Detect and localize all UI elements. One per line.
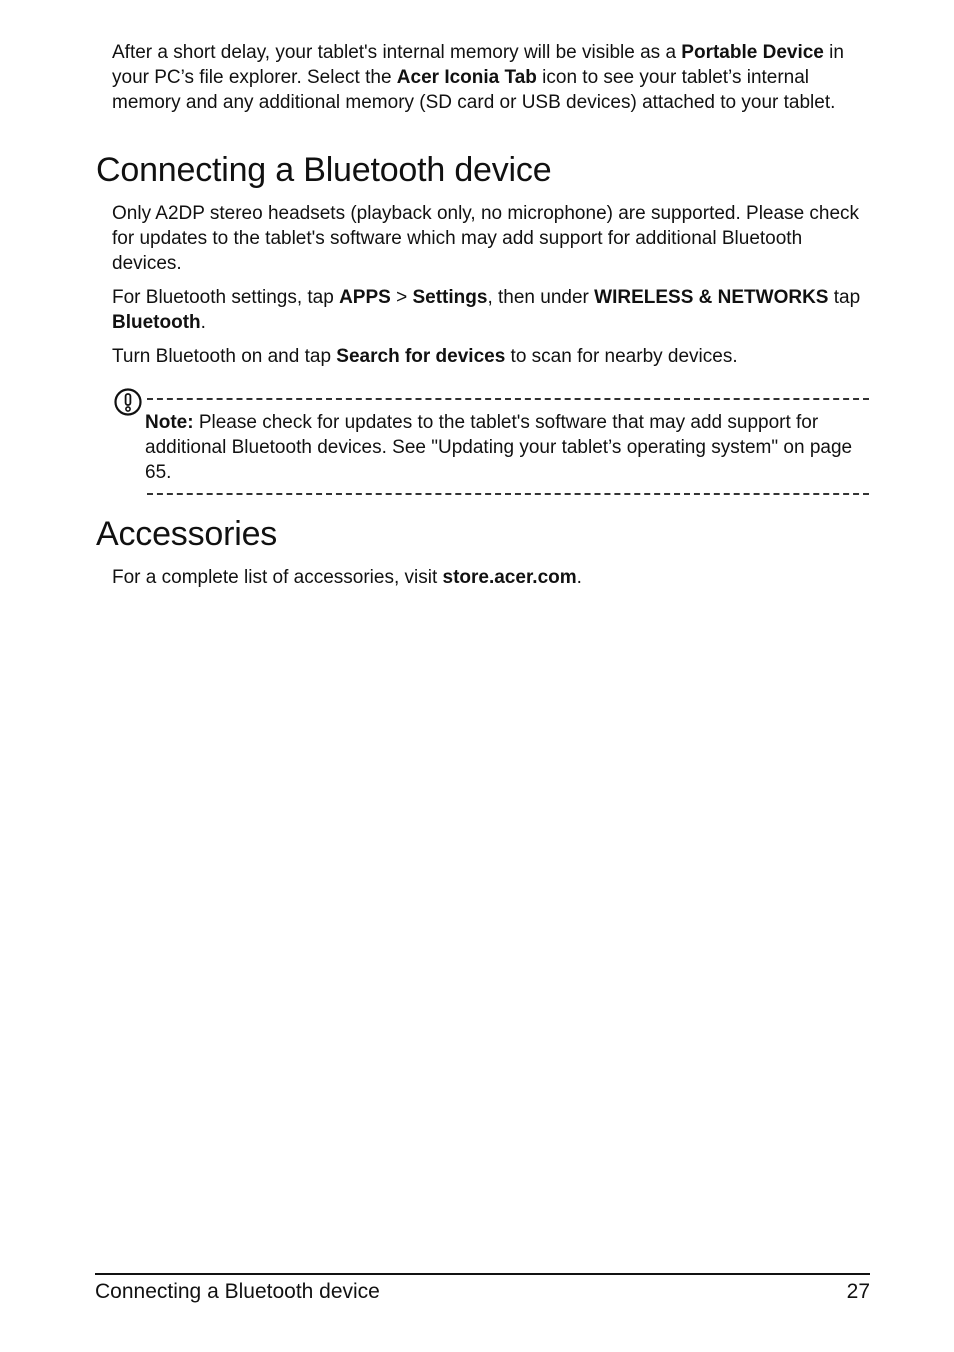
- page-number: 27: [846, 1280, 870, 1303]
- acer-iconia-tab-term: Acer Iconia Tab: [396, 67, 537, 88]
- section-heading-bluetooth: Connecting a Bluetooth device: [96, 151, 552, 189]
- note-label: Note:: [145, 412, 194, 433]
- accessories-paragraph: For a complete list of accessories, visit store.acer.com.: [112, 567, 582, 588]
- footer-section-title: Connecting a Bluetooth device: [95, 1280, 380, 1303]
- section-heading-accessories: Accessories: [96, 515, 278, 553]
- store-link-text: store.acer.com: [442, 567, 577, 588]
- note-text: Note: Please check for updates to the tablet's software that may add support for additional Bluetooth devices. See "Updating your tablet’s operating system" on page 65.: [145, 412, 853, 483]
- note-top-divider: [147, 398, 869, 400]
- bluetooth-paragraph-search: Turn Bluetooth on and tap Search for devices to scan for nearby devices.: [112, 346, 738, 367]
- exclamation-circle-icon: [113, 387, 143, 417]
- footer-divider: [95, 1273, 870, 1275]
- note-bottom-divider: [147, 493, 869, 495]
- portable-device-term: Portable Device: [681, 42, 824, 63]
- intro-paragraph: After a short delay, your tablet's internal memory will be visible as a Portable Device in your PC’s file explorer. Select the Acer Iconia Tab icon to see your tablet’s internal memory and any additional memory (SD card or USB devices) attached to your tablet.: [112, 42, 844, 113]
- bluetooth-paragraph-settings: For Bluetooth settings, tap APPS > Settings, then under WIRELESS & NETWORKS tap Bluetooth.: [112, 287, 861, 333]
- bluetooth-paragraph-support: Only A2DP stereo headsets (playback only, no microphone) are supported. Please check for updates to the tablet's software which may add support for additional Bluetooth devices.: [112, 203, 860, 274]
